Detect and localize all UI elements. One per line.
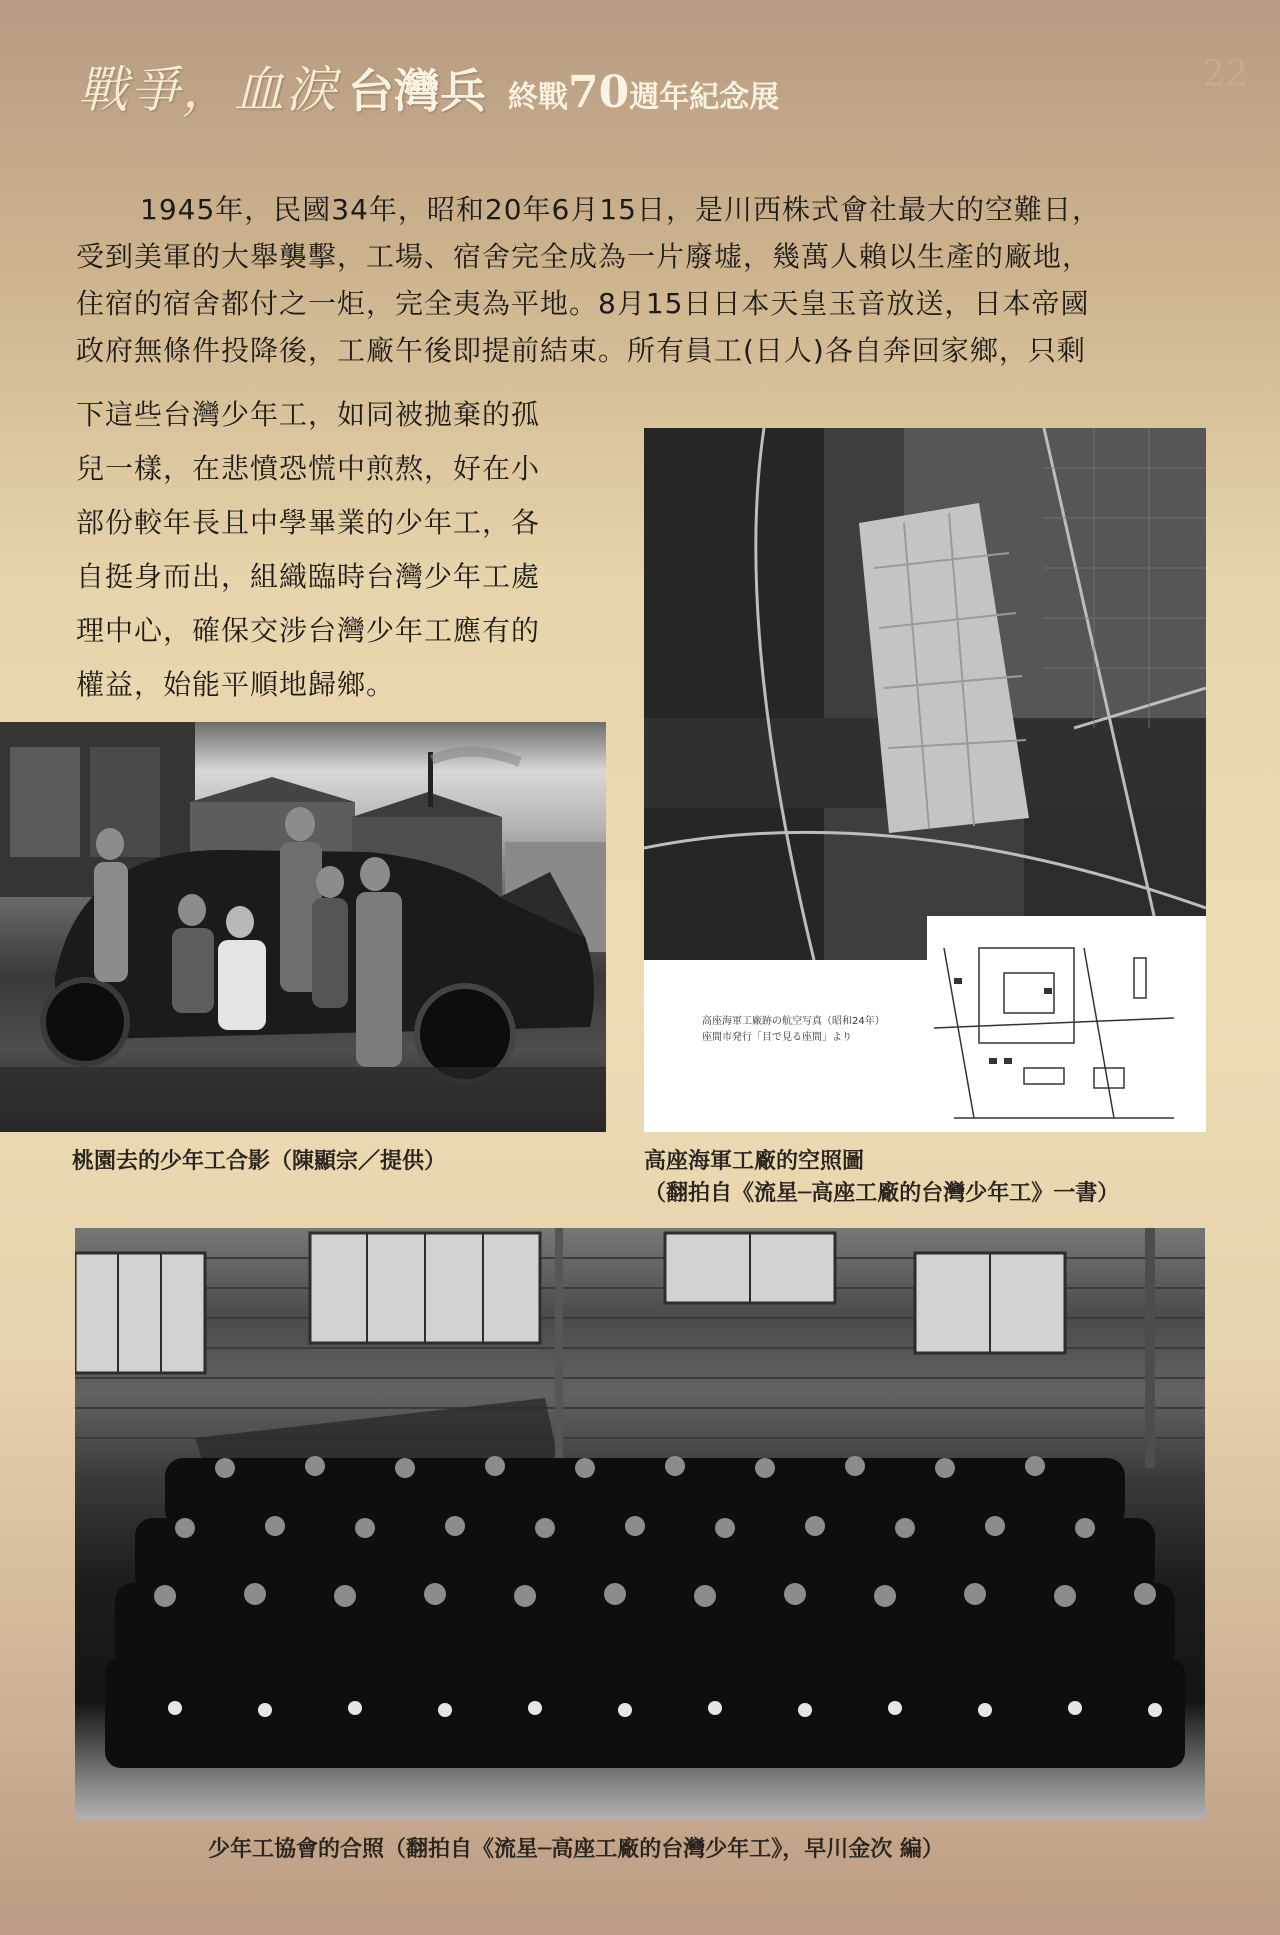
continuation-paragraph	[76, 388, 616, 712]
intro-paragraph	[76, 186, 1204, 374]
intro-line-2: 受到美軍的大舉襲擊，工場、宿舍完全成為一片廢墟，幾萬人賴以生產的廠地，	[76, 240, 1092, 273]
cont-line-3: 部份較年長且中學畢業的少年工，各	[76, 506, 541, 539]
cont-line-5: 理中心，確保交涉台灣少年工應有的	[76, 614, 541, 647]
cont-line-2: 兒一樣，在悲憤恐慌中煎熬，好在小	[76, 452, 541, 485]
photo-group-association	[75, 1228, 1205, 1820]
caption-aerial-photo	[644, 1146, 1119, 1210]
cont-line-6: 權益，始能平順地歸鄉。	[76, 668, 396, 701]
photo-car-illustration	[0, 722, 606, 1132]
aerial-inner-caption-line-1: 高座海軍工廠跡の航空写真（昭和24年）	[702, 1016, 885, 1027]
caption-car-photo: 桃園去的少年工合影（陳顯宗／提供）	[72, 1149, 447, 1174]
cont-line-4: 自挺身而出，組織臨時台灣少年工處	[76, 560, 541, 593]
caption-aerial-line-2: （翻拍自《流星─高座工廠的台灣少年工》一書）	[644, 1181, 1120, 1206]
intro-line-3: 住宿的宿舍都付之一炬，完全夷為平地。8月15日日本天皇玉音放送，日本帝國	[76, 287, 1090, 320]
aerial-inner-caption	[702, 1014, 885, 1046]
caption-group-photo: 少年工協會的合照（翻拍自《流星─高座工廠的台灣少年工》，早川金次 編）	[208, 1837, 944, 1862]
cont-line-1: 下這些台灣少年工，如同被拋棄的孤	[76, 398, 541, 431]
subtitle-number: 70	[568, 67, 630, 118]
page-number: 22	[1202, 54, 1248, 95]
intro-line-1: 1945年，民國34年，昭和20年6月15日，是川西株式會社最大的空難日，	[140, 193, 1101, 226]
title-bold: 台灣兵	[348, 64, 486, 118]
aerial-inner-caption-line-2: 座間市発行「目で見る座間」より	[702, 1032, 852, 1043]
title-calligraphy: 戰爭，血淚	[78, 61, 338, 119]
subtitle-prefix: 終戰	[508, 80, 568, 115]
caption-aerial-line-1: 高座海軍工廠的空照圖	[644, 1149, 865, 1174]
group-photo-illustration	[75, 1228, 1205, 1820]
photo-aerial-view	[644, 428, 1206, 1132]
exhibition-subtitle	[508, 67, 779, 118]
photo-boys-with-car	[0, 722, 606, 1132]
page-header	[78, 50, 780, 119]
intro-line-4: 政府無條件投降後，工廠午後即提前結束。所有員工(日人)各自奔回家鄉，只剩	[76, 334, 1086, 367]
subtitle-suffix: 週年紀念展	[629, 80, 780, 115]
